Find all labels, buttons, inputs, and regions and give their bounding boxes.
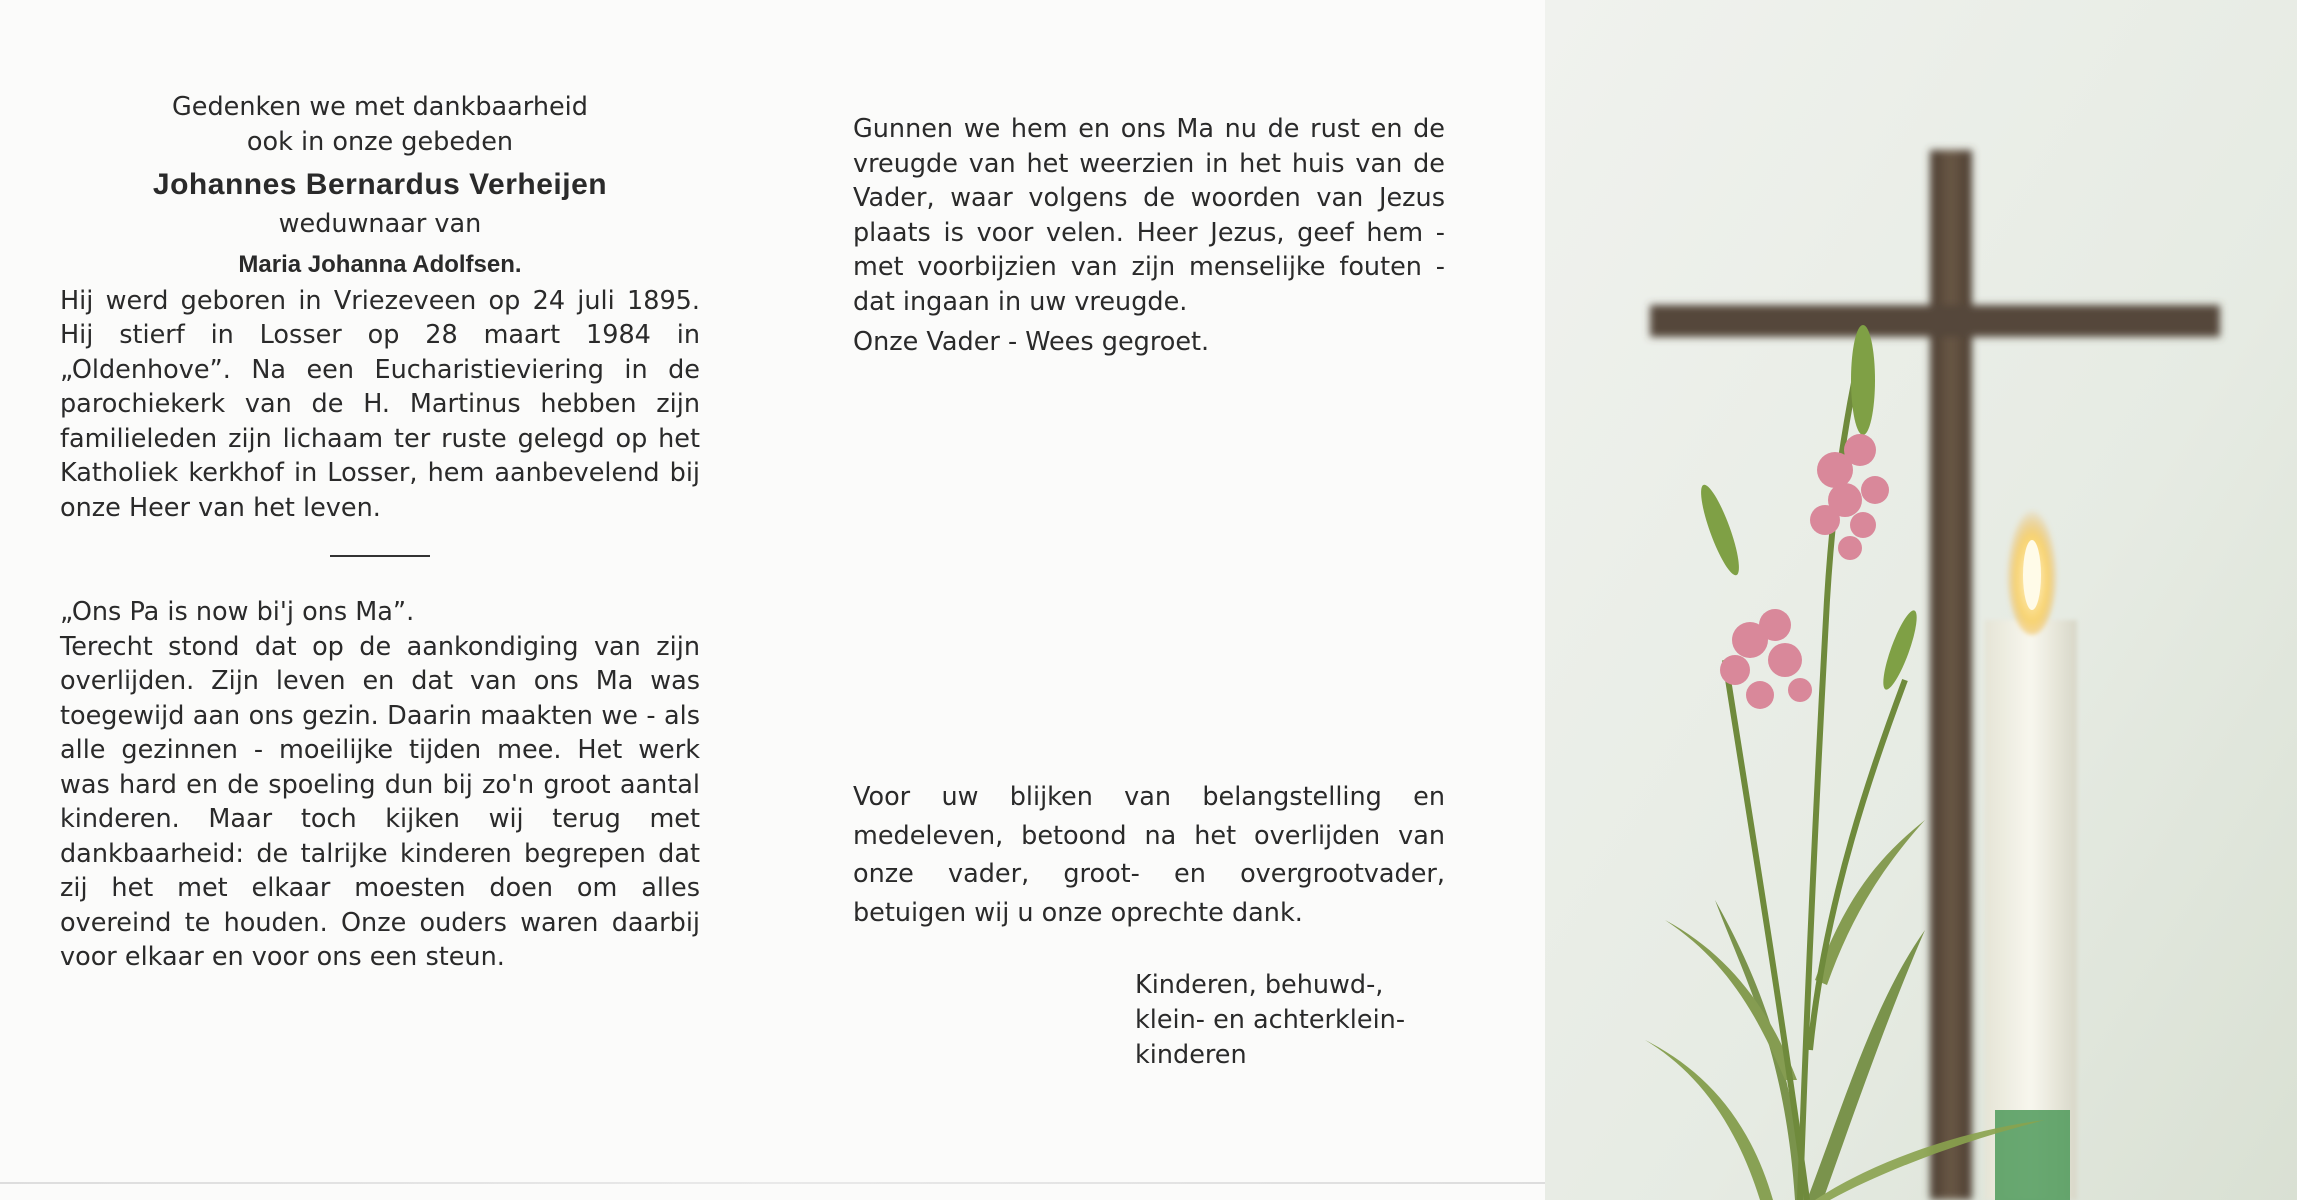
memorial-photo bbox=[1545, 0, 2297, 1200]
spouse-name: Maria Johanna Adolfsen. bbox=[238, 250, 522, 278]
intro-line-1: Gedenken we met dankbaarheid bbox=[172, 92, 588, 122]
prayers-line: Onze Vader - Wees gegroet. bbox=[853, 327, 1210, 357]
prayer-block bbox=[853, 112, 1445, 360]
divider-rule bbox=[330, 555, 430, 557]
deceased-name: Johannes Bernardus Verheijen bbox=[152, 168, 608, 201]
signature-line-3: kinderen bbox=[1135, 1040, 1247, 1070]
relation-label: weduwnaar van bbox=[278, 209, 482, 239]
memory-paragraph: Terecht stond dat op de aankondiging van zijn overlijden. Zijn leven en dat van ons Ma was toegewijd aan ons gezin. Daarin maakten we - als alle gezinnen - moeilijke tijden mee. Het werk was hard en de spoeling dun bij zo'n groot aantal kinderen. Maar toch kijken wij terug met dankbaarheid: de talrijke kinderen begrepen dat zij het met elkaar moesten doen om alles overeind te houden. Onze ouders waren daarbij voor elkaar en voor ons een steun. bbox=[60, 631, 700, 972]
signature-block bbox=[1135, 968, 1435, 1073]
signature-line-1: Kinderen, behuwd-, bbox=[1135, 970, 1384, 1000]
intro-line-2: ook in onze gebeden bbox=[246, 126, 514, 157]
wall-background bbox=[1545, 0, 2297, 1200]
signature-line-2: klein- en achterklein- bbox=[1135, 1005, 1406, 1035]
quote-line: „Ons Pa is now bi'j ons Ma”. bbox=[60, 597, 415, 627]
left-panel bbox=[60, 90, 700, 975]
cross-flowers-candle-image bbox=[1545, 0, 2297, 1200]
bio-paragraph: Hij werd geboren in Vriezeveen op 24 juli 1895. Hij stierf in Losser op 28 maart 1984 in „Oldenhove”. Na een Eucharistieviering in de parochiekerk van de H. Martinus hebben zijn familieleden zijn lichaam ter ruste gelegd op het Katholiek kerkhof in Losser, hem aanbevelend bij onze Heer van het leven. bbox=[60, 285, 700, 523]
thanks-paragraph: Voor uw blijken van belangstelling en medeleven, betoond na het overlijden van onze vader, groot- en overgrootvader, betuigen wij u onze oprechte dank. bbox=[853, 782, 1445, 928]
card-bottom-edge bbox=[0, 1182, 1545, 1184]
prayer-paragraph: Gunnen we hem en ons Ma nu de rust en de vreugde van het weerzien in het huis van de Vader, waar volgens de woorden van Jezus plaats is voor velen. Heer Jezus, geef hem - met voorbijzien van zijn menselijke fouten - dat ingaan in uw vreugde. bbox=[853, 114, 1445, 317]
